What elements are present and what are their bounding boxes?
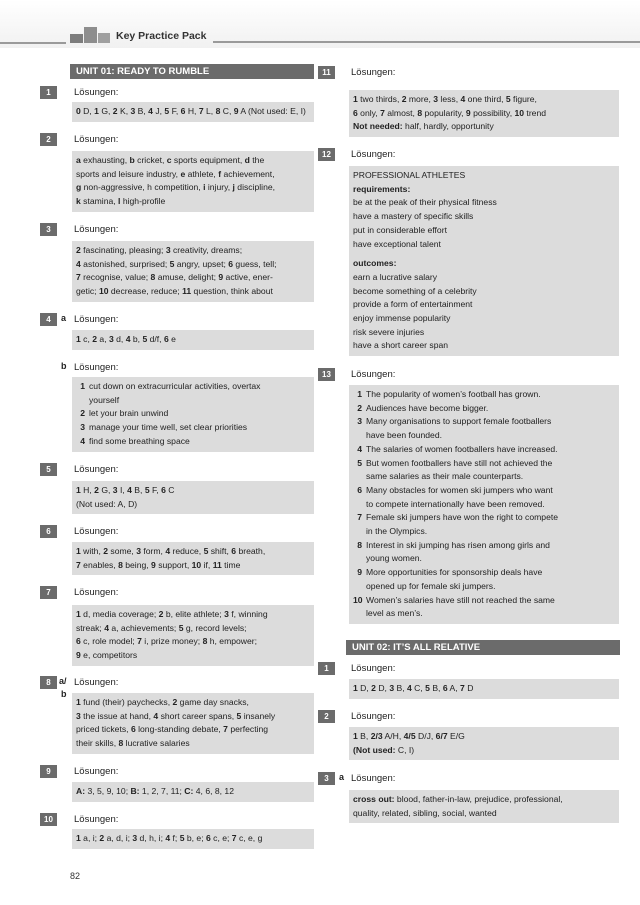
unit-01-title: UNIT 01: READY TO RUMBLE xyxy=(70,64,314,79)
logo-square-3 xyxy=(98,33,110,43)
answer-line: (Not used: C, I) xyxy=(353,744,415,755)
answer-line: 1 c, 2 a, 3 d, 4 b, 5 d/f, 6 e xyxy=(76,334,176,344)
exercise-8-letters: a/ xyxy=(59,676,67,686)
exercise-7-label: Lösungen: xyxy=(74,587,119,598)
answer-line: be at the peak of their physical fitness xyxy=(353,197,497,208)
list-item: 8 Interest in ski jumping has risen among girls and young women. xyxy=(357,539,550,564)
exercise-3-number: 3 xyxy=(40,223,57,236)
exercise-6-number: 6 xyxy=(40,525,57,538)
answer-line: have a short career span xyxy=(353,340,449,351)
answer-line: g non-aggressive, h competition, i injury, j discipline, xyxy=(76,182,276,193)
exercise-9-label: Lösungen: xyxy=(74,766,119,777)
list-item: 3 Many organisations to support female footballers have been founded. xyxy=(357,416,552,441)
exercise-7-number: 7 xyxy=(40,586,57,599)
exercise-5-number: 5 xyxy=(40,463,57,476)
logo-square-1 xyxy=(70,34,83,43)
answer-line: cross out: blood, father-in-law, prejudice, professional, xyxy=(353,794,563,804)
answer-line: 1 two thirds, 2 more, 3 less, 4 one third, 5 figure, xyxy=(353,94,537,104)
exercise-2-label: Lösungen: xyxy=(74,134,119,145)
unit2-exercise-1-number: 1 xyxy=(318,662,335,675)
header-title: Key Practice Pack xyxy=(116,30,207,42)
answer-line: 6 c, role model; 7 i, prize money; 8 h, empower; xyxy=(76,636,258,647)
exercise-5-answers xyxy=(72,481,314,514)
exercise-10-number: 10 xyxy=(40,813,57,826)
exercise-12-label: Lösungen: xyxy=(351,149,396,160)
exercise-1-answers xyxy=(72,102,314,122)
answer-line: their skills, 8 lucrative salaries xyxy=(76,738,190,749)
list-item: 1 cut down on extracurricular activities, overtax yourself xyxy=(80,381,261,405)
unit2-exercise-3a-letter: a xyxy=(339,772,345,782)
unit2-exercise-3-answers xyxy=(349,790,619,823)
exercise-2-answers xyxy=(72,151,314,212)
answer-line: become something of a celebrity xyxy=(353,285,477,296)
exercise-3-label: Lösungen: xyxy=(74,224,119,235)
answer-line: streak; 4 a, achievements; 5 g, record levels; xyxy=(76,622,247,633)
answer-line: Not needed: half, hardly, opportunity xyxy=(353,121,494,132)
exercise-2-number: 2 xyxy=(40,133,57,146)
exercise-12-number: 12 xyxy=(318,148,335,161)
exercise-10-label: Lösungen: xyxy=(74,814,119,825)
list-item: 4 find some breathing space xyxy=(80,435,190,446)
exercise-4b-letter: b xyxy=(61,361,67,371)
list-item: 5 But women footballers have still not achieved the same salaries as their male counterparts. xyxy=(357,457,553,482)
exercise-9-number: 9 xyxy=(40,765,57,778)
answer-line: 9 e, competitors xyxy=(76,650,138,661)
answer-line: 1 fund (their) paychecks, 2 game day snacks, xyxy=(76,697,249,707)
list-item: 2 let your brain unwind xyxy=(80,408,169,419)
exercise-11-answers xyxy=(349,90,619,137)
exercise-6-label: Lösungen: xyxy=(74,526,119,537)
answer-line: 1 with, 2 some, 3 form, 4 reduce, 5 shift, 6 breath, xyxy=(76,546,266,556)
exercise-10-answers xyxy=(72,829,314,849)
list-item: 10 Women’s salaries have still not reached the same level as men’s. xyxy=(353,594,555,619)
answer-line: 0 D, 1 G, 2 K, 3 B, 4 J, 5 F, 6 H, 7 L, 8 C, 9 A (Not used: E, I) xyxy=(76,106,306,116)
logo-square-2 xyxy=(84,27,97,43)
list-item: 6 Many obstacles for women ski jumpers who want to compete internationally have been removed. xyxy=(357,484,553,509)
exercise-8-label: Lösungen: xyxy=(74,677,119,688)
answer-line: provide a form of entertainment xyxy=(353,299,473,310)
exercise-11-number: 11 xyxy=(318,66,335,79)
answer-line: getic; 10 decrease, reduce; 11 question, think about xyxy=(76,286,273,297)
exercise-11-label: Lösungen: xyxy=(351,67,396,78)
answer-line: 6 only, 7 almost, 8 popularity, 9 possibility, 10 trend xyxy=(353,107,547,118)
page-number: 82 xyxy=(70,871,81,881)
exercise-7-answers xyxy=(72,605,314,666)
exercise-4-number: 4 xyxy=(40,313,57,326)
list-item: 7 Female ski jumpers have won the right to compete in the Olympics. xyxy=(357,512,559,537)
exercise-1-number: 1 xyxy=(40,86,57,99)
unit2-exercise-2-answers xyxy=(349,727,619,760)
unit2-exercise-2-number: 2 xyxy=(318,710,335,723)
answer-line: (Not used: A, D) xyxy=(76,498,138,509)
answer-line: put in considerable effort xyxy=(353,224,447,235)
unit2-exercise-2-label: Lösungen: xyxy=(351,711,396,722)
page-header xyxy=(0,0,640,50)
exercise-13-label: Lösungen: xyxy=(351,369,396,380)
exercise-6-answers xyxy=(72,542,314,575)
list-item: 9 More opportunities for sponsorship deals have opened up for female ski jumpers. xyxy=(357,567,543,591)
unit-02-title: UNIT 02: IT’S ALL RELATIVE xyxy=(346,640,620,655)
exercise-3-answers xyxy=(72,241,314,302)
answer-line: sports and leisure industry, e athlete, f achievement, xyxy=(76,168,275,179)
answer-line: a exhausting, b cricket, c sports equipment, d the xyxy=(76,155,265,165)
unit2-exercise-3-number: 3 xyxy=(318,772,335,785)
exercise-13-number: 13 xyxy=(318,368,335,381)
answer-line: k stamina, l high-profile xyxy=(76,196,166,207)
answer-line: priced tickets, 6 long-standing debate, 7 perfecting xyxy=(76,724,269,735)
exercise-4a-answers xyxy=(72,330,314,350)
answer-line: risk severe injuries xyxy=(353,326,425,337)
answer-line: 2 fascinating, pleasing; 3 creativity, dreams; xyxy=(76,245,243,255)
answer-line: have a mastery of specific skills xyxy=(353,211,474,222)
answer-line: outcomes: xyxy=(353,258,397,269)
answer-line: A: 3, 5, 9, 10; B: 1, 2, 7, 11; C: 4, 6, 8, 12 xyxy=(76,786,234,796)
header-rule-right xyxy=(213,41,640,43)
unit2-exercise-1-answers xyxy=(349,679,619,699)
exercise-8-number: 8 xyxy=(40,676,57,689)
exercise-1-label: Lösungen: xyxy=(74,87,119,98)
exercise-5-label: Lösungen: xyxy=(74,464,119,475)
answer-line: quality, related, sibling, social, wanted xyxy=(353,807,497,818)
answer-line: enjoy immense popularity xyxy=(353,313,451,324)
answer-line: have exceptional talent xyxy=(353,238,441,249)
exercise-4a-label: Lösungen: xyxy=(74,314,119,325)
exercise-8-answers xyxy=(72,693,314,754)
unit2-exercise-3-label: Lösungen: xyxy=(351,773,396,784)
answer-line: earn a lucrative salary xyxy=(353,271,438,282)
list-item: 3 manage your time well, set clear priorities xyxy=(80,422,248,433)
exercise-4b-label: Lösungen: xyxy=(74,362,119,373)
answer-line: 4 astonished, surprised; 5 angry, upset; 6 guess, tell; xyxy=(76,258,277,269)
exercise-8-letter-b: b xyxy=(61,689,67,699)
answer-line: 7 recognise, value; 8 amuse, delight; 9 active, ener- xyxy=(76,272,273,283)
list-item: 4 The salaries of women footballers have increased. xyxy=(357,443,558,454)
list-item: 1 The popularity of women’s football has grown. xyxy=(357,389,541,399)
answer-line: 1 a, i; 2 a, d, i; 3 d, h, i; 4 f; 5 b, e; 6 c, e; 7 c, e, g xyxy=(76,833,263,843)
answer-line: 1 D, 2 D, 3 B, 4 C, 5 B, 6 A, 7 D xyxy=(353,683,474,693)
exercise-4a-letter: a xyxy=(61,313,67,323)
exercise-12-answers xyxy=(349,166,619,356)
exercise-13-answers xyxy=(349,385,619,624)
answer-line: 3 the issue at hand, 4 short career spans, 5 insanely xyxy=(76,710,276,721)
answer-line: 1 H, 2 G, 3 I, 4 B, 5 F, 6 C xyxy=(76,485,175,495)
answer-line: PROFESSIONAL ATHLETES xyxy=(353,170,466,180)
answer-line: 1 d, media coverage; 2 b, elite athlete; 3 f, winning xyxy=(76,609,268,619)
answer-line: requirements: xyxy=(353,183,411,194)
exercise-4b-answers xyxy=(72,377,314,452)
answer-line: 1 B, 2/3 A/H, 4/5 D/J, 6/7 E/G xyxy=(353,731,465,741)
header-rule-left xyxy=(0,42,66,44)
unit2-exercise-1-label: Lösungen: xyxy=(351,663,396,674)
answer-line: 7 enables, 8 being, 9 support, 10 if, 11 time xyxy=(76,559,241,570)
list-item: 2 Audiences have become bigger. xyxy=(357,402,489,413)
exercise-9-answers xyxy=(72,782,314,802)
